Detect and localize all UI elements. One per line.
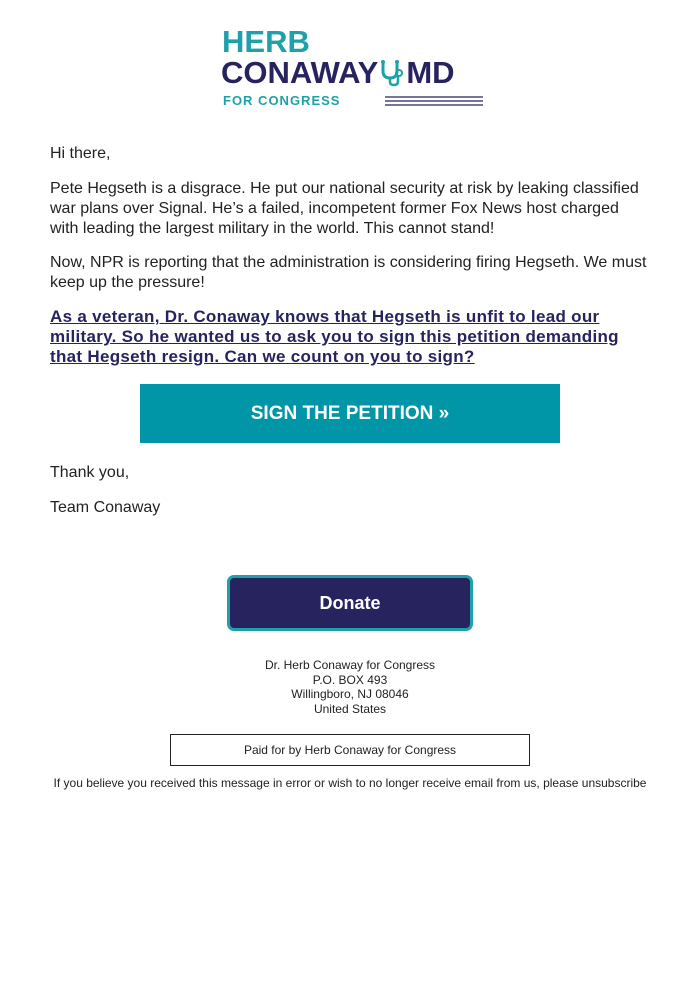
signoff-team: Team Conaway <box>50 499 161 516</box>
address-city: Willingboro, NJ 08046 <box>291 687 409 701</box>
unsubscribe-link[interactable]: If you believe you received this message in error or wish to no longer receive email from us, please unsubscribe <box>53 776 647 790</box>
address-org: Dr. Herb Conaway for Congress <box>264 658 436 672</box>
campaign-logo <box>221 26 491 112</box>
logo-first-name: HERB <box>222 24 310 59</box>
sign-petition-button[interactable]: SIGN THE PETITION » <box>140 384 560 443</box>
logo-last-name-row <box>221 57 455 88</box>
greeting: Hi there, <box>50 145 111 162</box>
logo-tagline: FOR CONGRESS <box>223 93 341 108</box>
footer-address <box>0 658 700 716</box>
logo-credential: MD <box>406 55 455 90</box>
body-paragraph-2: Now, NPR is reporting that the administration is considering firing Hegseth. We must keep up the pressure! <box>50 254 647 291</box>
signoff-thanks: Thank you, <box>50 464 130 481</box>
address-po-box: P.O. BOX 493 <box>312 672 388 687</box>
paid-for-disclaimer: Paid for by Herb Conaway for Congress <box>170 734 530 766</box>
logo-last-name: CONAWAY <box>221 55 379 90</box>
body-paragraph-1: Pete Hegseth is a disgrace. He put our national security at risk by leaking classified war plans over Signal. He’s a failed, incompetent former Fox News host charged with leading the largest military in the world. This cannot stand! <box>50 180 639 237</box>
address-country: United States <box>313 701 387 716</box>
stethoscope-icon <box>379 59 405 87</box>
donate-button[interactable]: Donate <box>227 575 473 631</box>
unsubscribe-notice <box>0 776 700 790</box>
email-body <box>50 144 650 367</box>
logo-decorative-lines <box>385 96 483 108</box>
petition-cta-link[interactable]: As a veteran, Dr. Conaway knows that Hegseth is unfit to lead our military. So he wanted us to ask you to sign this petition demanding that Hegseth resign. Can we count on you to sign? <box>50 307 619 366</box>
